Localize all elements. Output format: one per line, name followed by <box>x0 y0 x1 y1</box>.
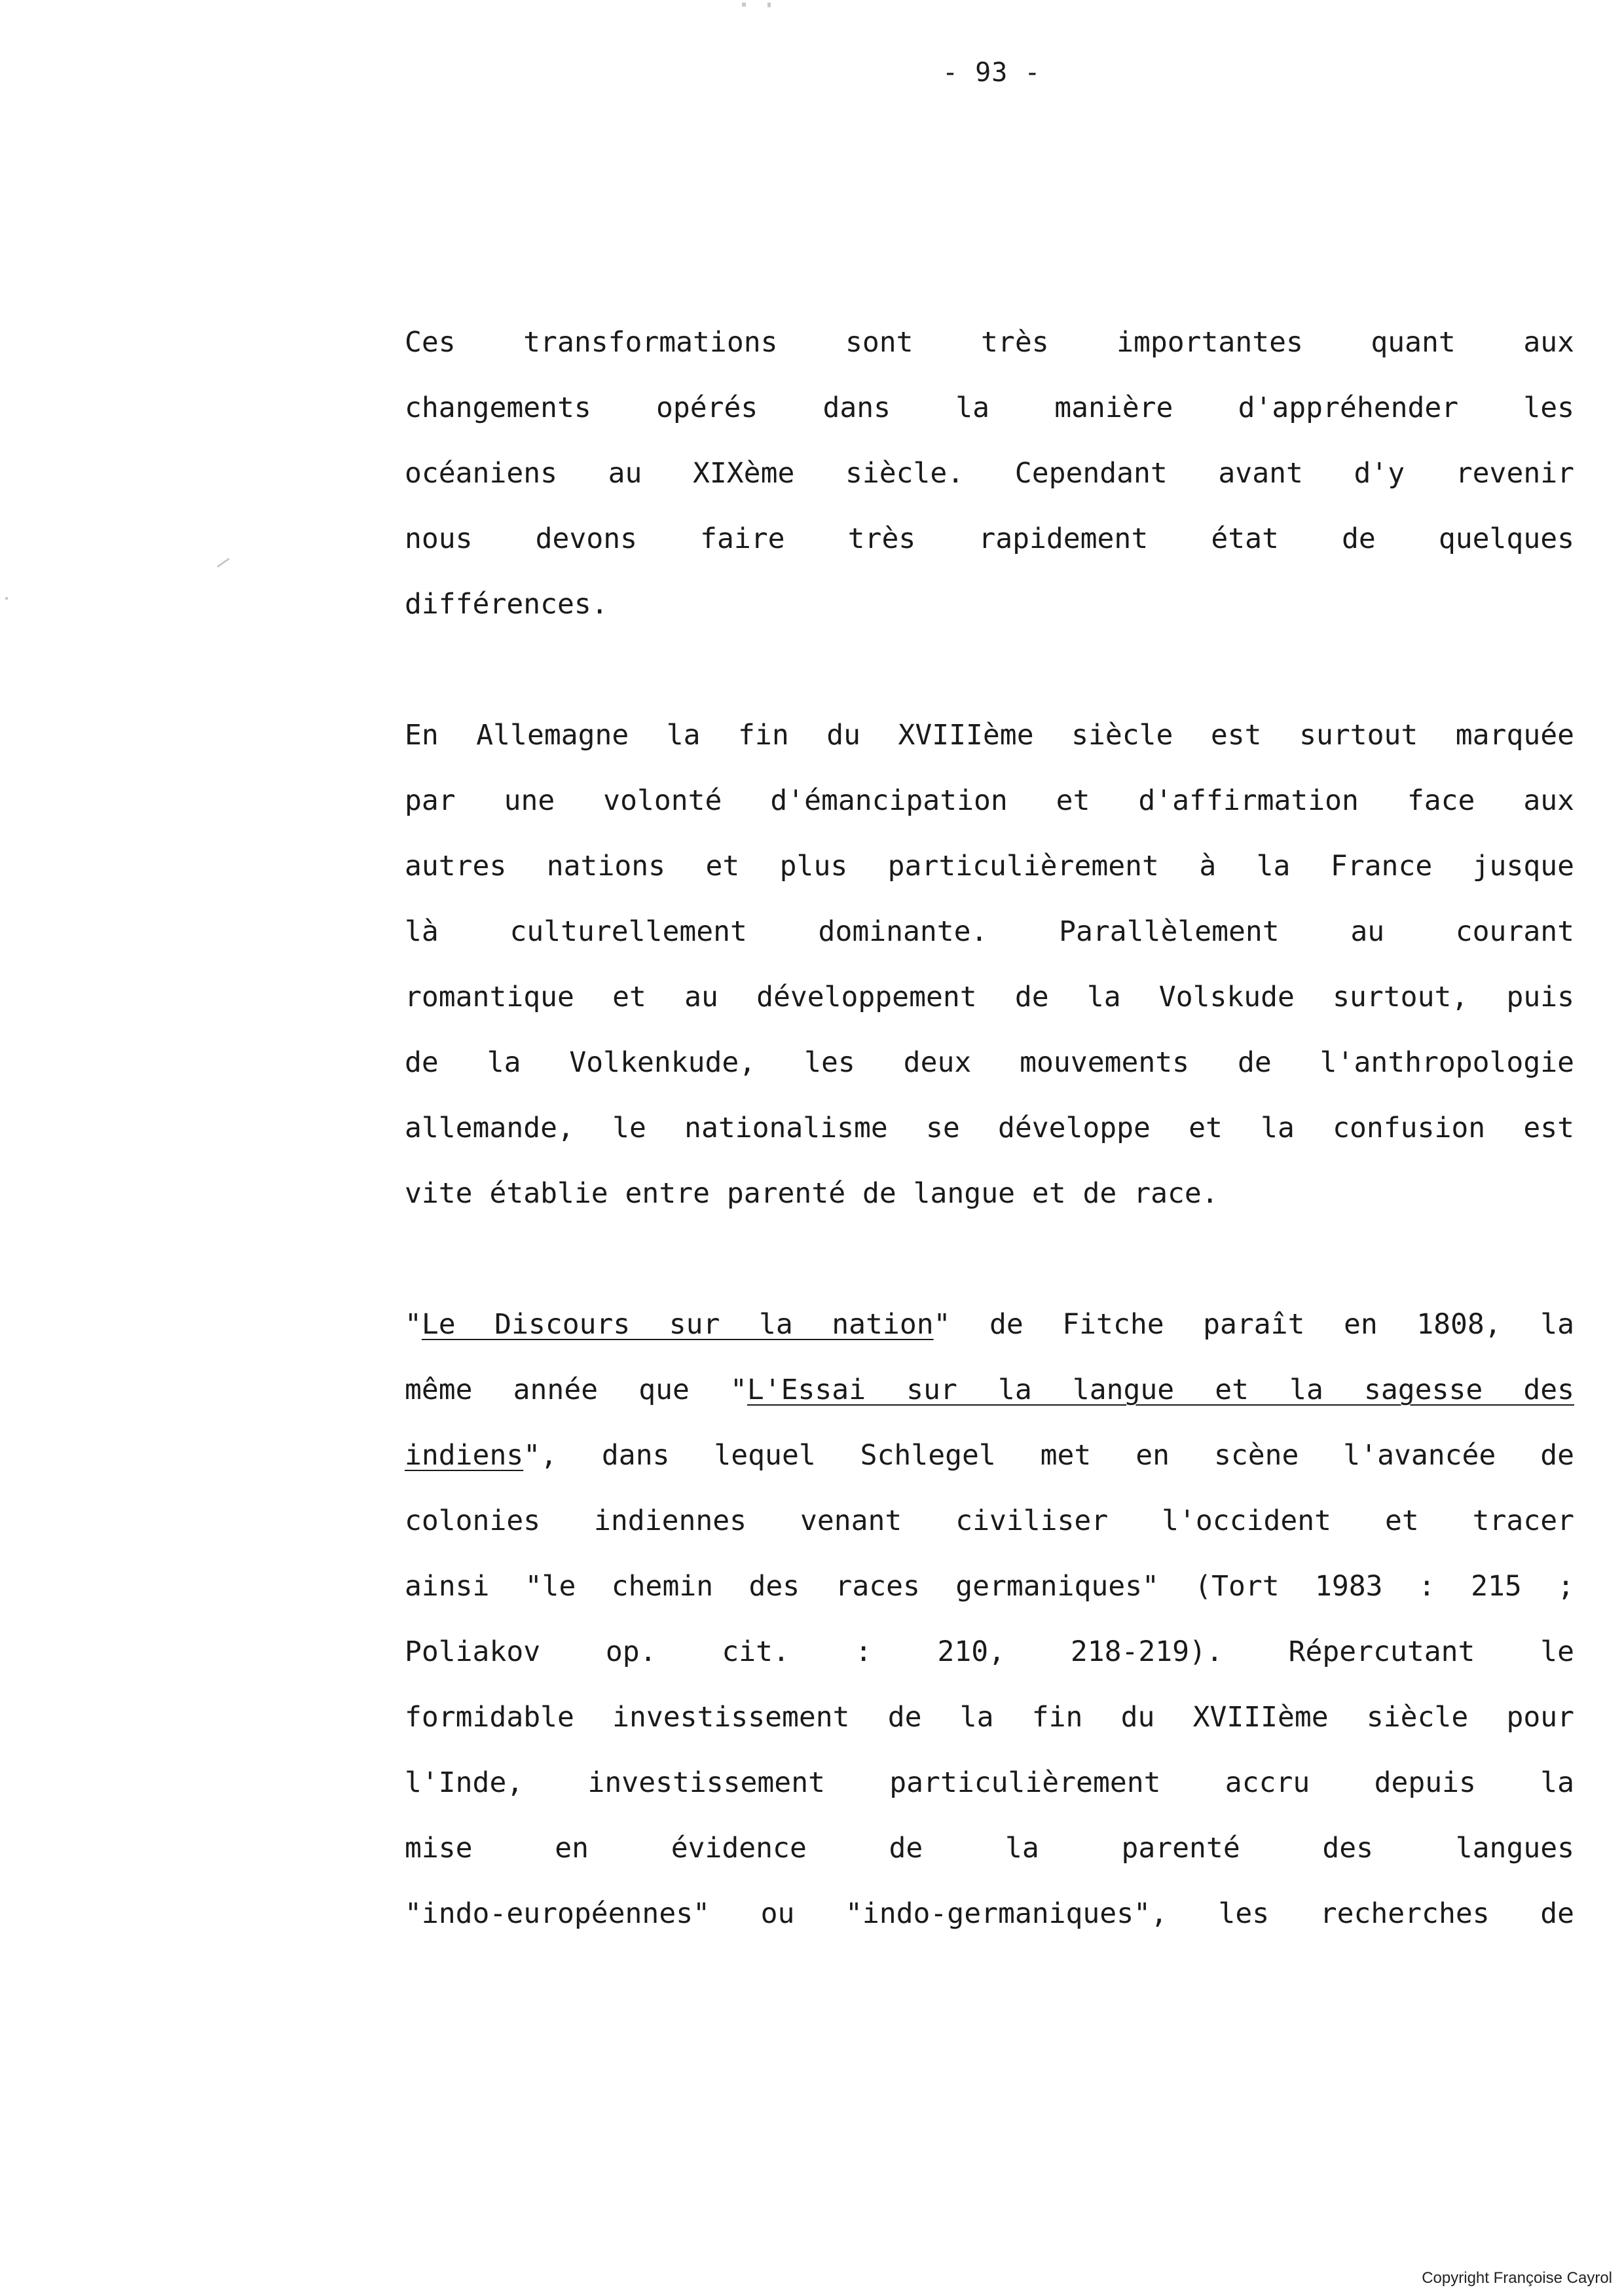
scan-speck <box>767 3 771 7</box>
text-line: par une volonté d'émancipation et d'affirmation face aux <box>405 784 1574 817</box>
page-number: - 93 - <box>942 58 1041 88</box>
text-segment: " de Fitche paraît en 1808, la <box>933 1308 1574 1341</box>
text-line: autres nations et plus particulièrement à la France jusque <box>405 850 1574 883</box>
underlined-title: Le Discours sur la nation <box>421 1308 934 1341</box>
text-line: En Allemagne la fin du XVIIIème siècle est surtout marquée <box>405 719 1574 752</box>
text-line: nous devons faire très rapidement état de quelques <box>405 522 1574 555</box>
text-line: mise en évidence de la parenté des langues <box>405 1832 1574 1865</box>
underlined-title: indiens <box>405 1439 524 1472</box>
text-line: ainsi "le chemin des races germaniques" (Tort 1983 : 215 ; <box>405 1570 1574 1603</box>
text-line <box>405 1292 1574 1357</box>
text-line: là culturellement dominante. Parallèlement au courant <box>405 915 1574 948</box>
underlined-title: L'Essai sur la langue et la sagesse des <box>747 1374 1574 1406</box>
paragraph-2 <box>405 702 1574 1226</box>
scan-speck <box>742 3 746 7</box>
text-line: vite établie entre parenté de langue et de race. <box>405 1177 1219 1210</box>
text-line: allemande, le nationalisme se développe et la confusion est <box>405 1112 1574 1144</box>
scan-speck <box>217 558 230 568</box>
paragraph-1 <box>405 310 1574 637</box>
quote-mark: " <box>405 1308 422 1341</box>
text-line: différences. <box>405 588 608 621</box>
copyright-notice: Copyright Françoise Cayrol <box>1422 2269 1612 2287</box>
text-line: l'Inde, investissement particulièrement accru depuis la <box>405 1766 1574 1799</box>
text-line: colonies indiennes venant civiliser l'occident et tracer <box>405 1504 1574 1537</box>
paragraph-3 <box>405 1292 1574 1946</box>
text-line <box>405 1423 1574 1488</box>
text-line: romantique et au développement de la Volskude surtout, puis <box>405 981 1574 1013</box>
text-line: Poliakov op. cit. : 210, 218-219). Répercutant le <box>405 1635 1574 1668</box>
text-line <box>405 1357 1574 1423</box>
text-line: océaniens au XIXème siècle. Cependant avant d'y revenir <box>405 457 1574 490</box>
scan-speck <box>5 597 8 600</box>
text-line: de la Volkenkude, les deux mouvements de l'anthropologie <box>405 1046 1574 1079</box>
text-line: changements opérés dans la manière d'appréhender les <box>405 392 1574 424</box>
text-line: formidable investissement de la fin du XVIIIème siècle pour <box>405 1701 1574 1734</box>
text-line: Ces transformations sont très importantes quant aux <box>405 326 1574 359</box>
text-segment: ", dans lequel Schlegel met en scène l'avancée de <box>523 1439 1574 1472</box>
text-segment: même année que " <box>405 1374 747 1406</box>
text-line: "indo-européennes" ou "indo-germaniques", les recherches de <box>405 1897 1574 1930</box>
